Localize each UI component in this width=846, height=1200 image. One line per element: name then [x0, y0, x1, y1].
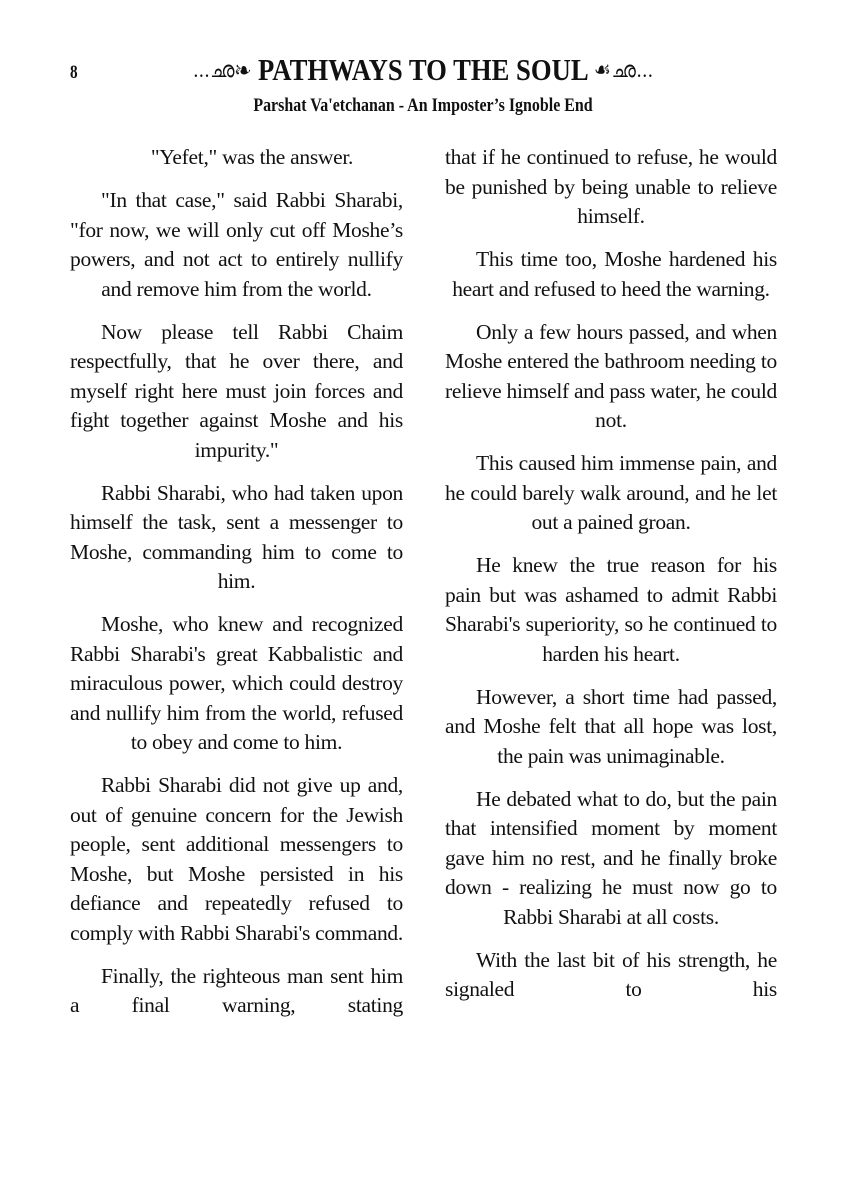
paragraph: Moshe, who knew and recognized Rabbi Sharabi's great Kabbalistic and miraculous power, which could destroy and nullify him from the world, refused to obey and come to him. [70, 612, 403, 754]
paragraph: He knew the true reason for his pain but was ashamed to admit Rabbi Sharabi's superiority, so he continued to harden his heart. [445, 553, 777, 666]
running-title [0, 52, 846, 88]
paragraph: Rabbi Sharabi, who had taken upon himself the task, sent a messenger to Moshe, commanding him to come to him. [70, 480, 403, 593]
ornament-right-icon: ☙ഛ... [593, 57, 654, 82]
paragraph: "In that case," said Rabbi Sharabi, "for now, we will only cut off Moshe’s powers, and not act to entirely nullify and remove him from the world. [70, 188, 403, 301]
paragraph: This caused him immense pain, and he could barely walk around, and he let out a pained groan. [445, 451, 777, 534]
paragraph: Only a few hours passed, and when Moshe entered the bathroom needing to relieve himself and pass water, he could not. [445, 319, 777, 432]
left-column [70, 143, 403, 1034]
paragraph: He debated what to do, but the pain that intensified moment by moment gave him no rest, and he finally broke down - realizing he must now go to Rabbi Sharabi at all costs. [445, 786, 777, 929]
paragraph: Finally, the righteous man sent him a final warning, stating [70, 963, 403, 1017]
book-title: PATHWAYS TO THE SOUL [257, 52, 587, 87]
subtitle-text: Parshat Va'etchanan - An Imposter’s Ignoble End [253, 95, 593, 116]
ornament-left-icon: ...ഛ❧ [192, 57, 251, 82]
paragraph: Now please tell Rabbi Chaim respectfully, that he over there, and myself right here must join forces and fight together against Moshe and his impurity." [70, 319, 403, 462]
paragraph: However, a short time had passed, and Moshe felt that all hope was lost, the pain was unimaginable. [445, 684, 777, 768]
paragraph: This time too, Moshe hardened his heart and refused to heed the warning. [452, 247, 777, 301]
right-column [445, 143, 777, 1018]
paragraph: With the last bit of his strength, he signaled to his [445, 947, 777, 1001]
page-number: 8 [70, 62, 78, 83]
paragraph: "Yefet," was the answer. [150, 145, 354, 169]
chapter-subtitle [0, 95, 846, 117]
paragraph: Rabbi Sharabi did not give up and, out of genuine concern for the Jewish people, sent additional messengers to Moshe, but Moshe persisted in his defiance and repeatedly refused to comply with Rabbi Sharabi's command. [70, 773, 403, 945]
paragraph: that if he continued to refuse, he would be punished by being unable to relieve himself. [445, 145, 777, 228]
